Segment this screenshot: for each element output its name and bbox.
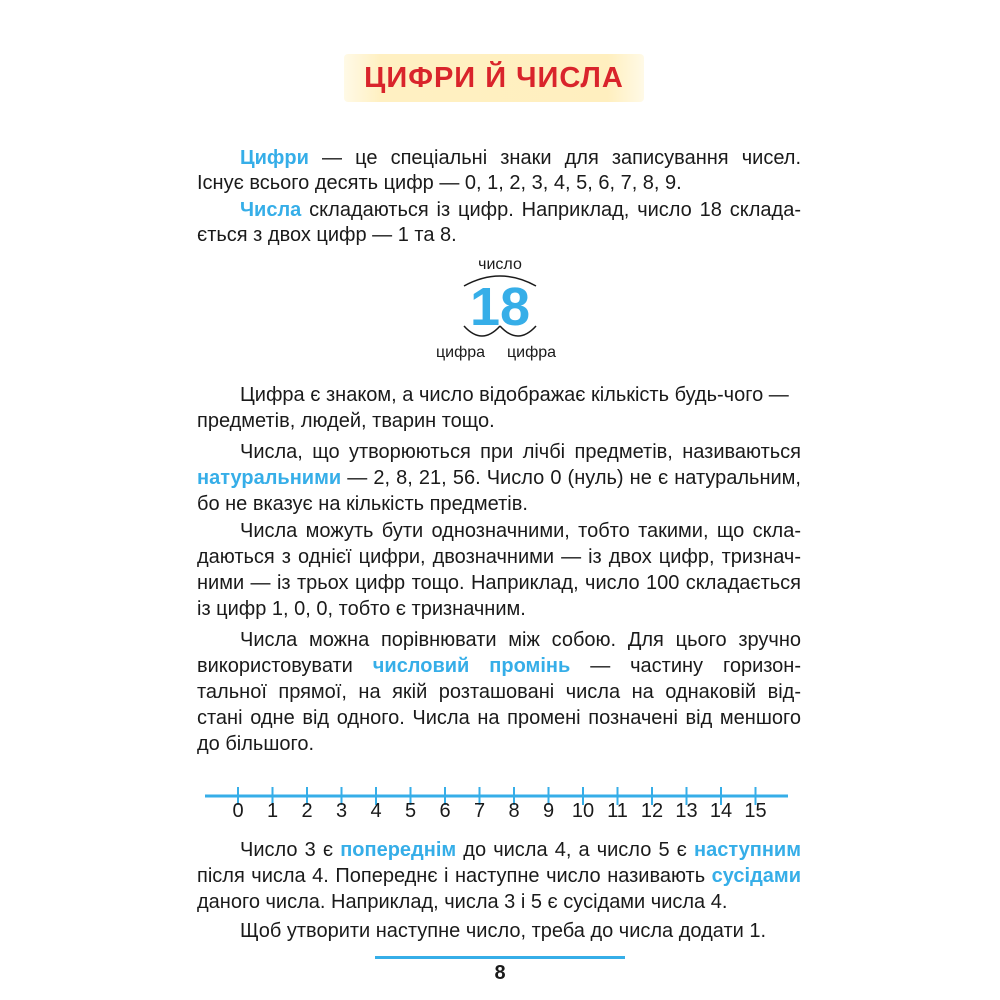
paragraph-digits-count-line-2: даються з однієї цифри, двозначними — із двох цифр, тризнач- [197,546,801,568]
paragraph-neighbors-line-1 [240,837,801,863]
page-number: 8 [494,962,506,984]
paragraph-digits-line-1 [240,145,801,171]
number-line-label: 12 [640,800,664,822]
term-previous: попереднім [340,839,457,861]
label-digit-1: цифра [436,344,486,361]
number-line-label: 6 [439,800,451,822]
paragraph-digits-count-line-4: із цифр 1, 0, 0, тобто є тризначним. [197,598,526,620]
label-digit-2: цифра [507,344,557,361]
term-numbers: Числа [240,199,302,221]
paragraph-natural-line-1: Числа, що утворюються при лічбі предметів, називаються [240,441,801,463]
text-run: до числа 4, а число 5 є [456,839,694,861]
term-natural: натуральними [197,467,342,489]
paragraph-next-number: Щоб утворити наступне число, треба до числа додати 1. [240,920,767,942]
paragraph-digits-count-line-3: ними — із трьох цифр тощо. Наприклад, число 100 складається [197,572,801,594]
number-line-label: 8 [508,800,520,822]
text-run: використовувати [197,655,373,677]
text-run: після числа 4. Попереднє і наступне число називають [197,865,712,887]
page-title: ЦИФРИ Й ЧИСЛА [364,62,624,94]
number-line-label: 4 [370,800,382,822]
number-line-label: 7 [473,800,486,822]
number-line-label: 11 [607,800,628,822]
term-digits: Цифри [240,147,309,169]
term-next: наступним [694,839,801,861]
number-line-label: 2 [301,800,313,822]
paragraph-compare-line-3: тальної прямої, на якій розташовані числа на однаковій від- [197,681,801,703]
number-line-label: 1 [266,800,279,822]
number-line-label: 9 [542,800,555,822]
paragraph-numbers-line-1 [240,197,801,223]
paragraph-neighbors-line-2 [197,863,801,889]
example-number: 18 [469,277,531,337]
text-run: — частину горизон- [570,655,802,677]
paragraph-digits-line-2: Існує всього десять цифр — 0, 1, 2, 3, 4, 5, 6, 7, 8, 9. [197,172,682,194]
paragraph-digits-count-line-1: Числа можуть бути однозначними, тобто такими, що скла- [240,520,801,542]
paragraph-natural-line-3: бо не вказує на кількість предметів. [197,493,528,515]
paragraph-numbers-line-2: ється з двох цифр — 1 та 8. [197,224,457,246]
term-neighbors: сусідами [711,865,801,887]
text-run: складаються із цифр. Наприклад, число 18 склада- [301,199,801,221]
number-line-label: 5 [404,800,417,822]
label-number: число [478,256,522,273]
number-line-label: 14 [709,800,733,822]
number-line-label: 0 [232,800,244,822]
paragraph-neighbors-line-3: даного числа. Наприклад, числа 3 і 5 є сусідами числа 4. [197,891,728,913]
number-digit-diagram [420,254,580,369]
term-number-ray: числовий промінь [372,655,571,677]
text-run: Число 3 є [240,839,341,861]
number-line-label: 10 [571,800,595,822]
paragraph-compare-line-5: до більшого. [197,733,315,755]
paragraph-natural-line-2 [197,465,801,491]
number-line-label: 15 [744,800,767,822]
number-line-label: 3 [335,800,348,822]
number-line-label: 13 [675,800,698,822]
paragraph-compare-line-1: Числа можна порівнювати між собою. Для цього зручно [240,629,801,651]
paragraph-sign-line-2: предметів, людей, тварин тощо. [197,410,495,432]
footer-rule [375,956,625,959]
paragraph-compare-line-2 [197,653,801,679]
paragraph-compare-line-4: стані одне від одного. Числа на промені позначені від меншого [197,707,801,729]
text-run: — 2, 8, 21, 56. Число 0 (нуль) не є натуральним, [341,467,801,489]
text-run: — це спеціальні знаки для записування чисел. [308,147,801,169]
paragraph-sign-line-1: Цифра є знаком, а число відображає кількість будь-чого — [240,384,789,406]
